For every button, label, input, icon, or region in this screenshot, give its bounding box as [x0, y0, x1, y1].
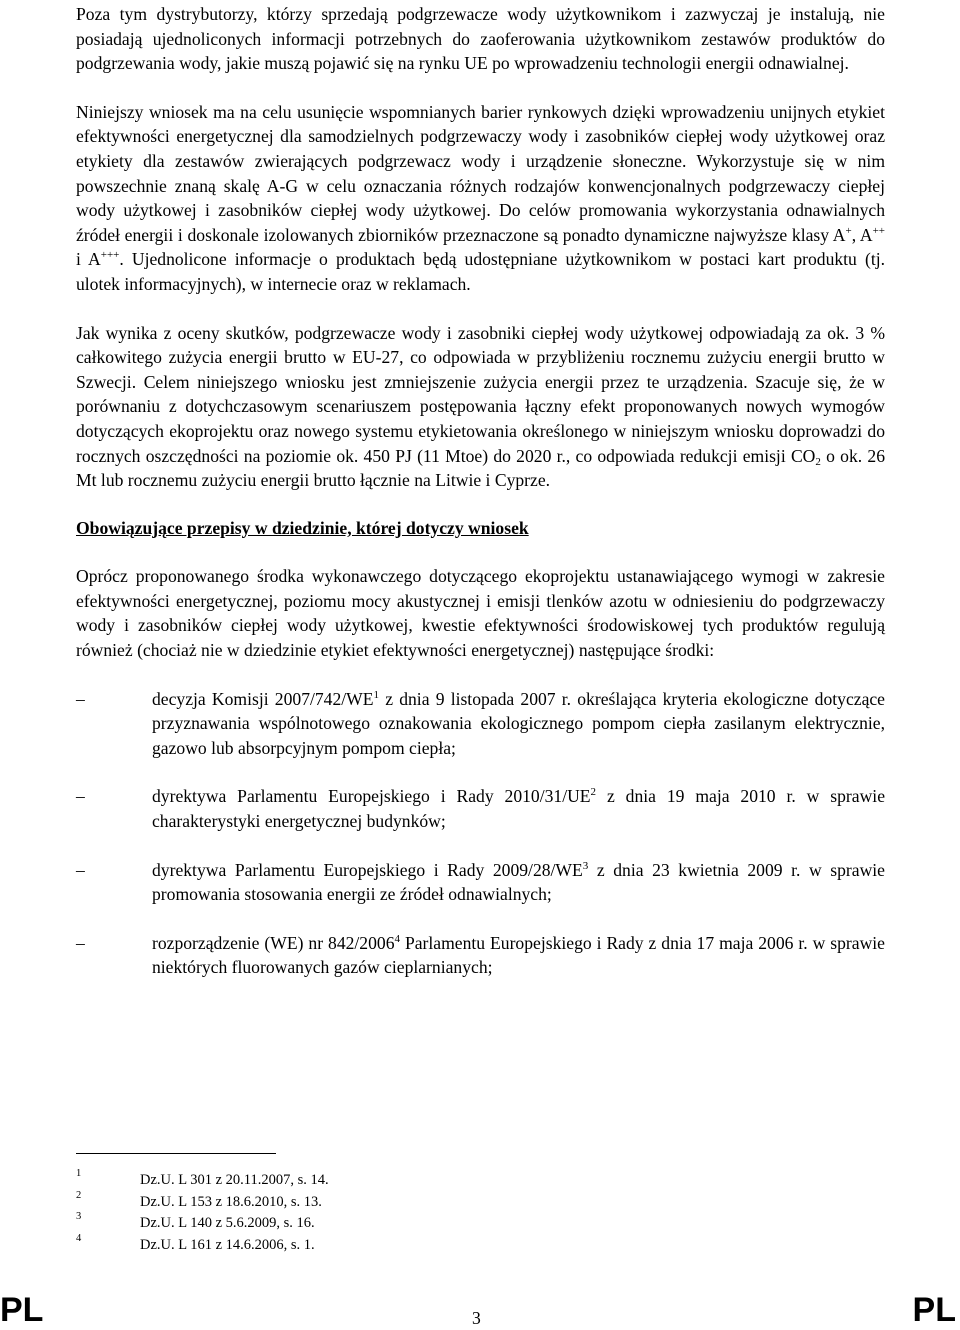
- document-body: [76, 2, 885, 980]
- footnote: 1 Dz.U. L 301 z 20.11.2007, s. 14.: [76, 1170, 676, 1192]
- footnote-number: 1: [76, 1168, 82, 1179]
- list-item: – dyrektywa Parlamentu Europejskiego i Rady $2010/31/UE^2$ z dnia 19 maja 2010 r. w sprawie charakterystyki energetycznej budynków;: [76, 786, 886, 832]
- measures-list: [76, 687, 885, 980]
- dash-bullet: –: [76, 932, 85, 953]
- language-code-right: PL: [912, 1291, 956, 1329]
- footnote: 4 Dz.U. L 161 z 14.6.2006, s. 1.: [76, 1235, 676, 1257]
- footnote-ref[interactable]: 1: [373, 688, 380, 701]
- dash-bullet: –: [76, 786, 85, 807]
- paragraph-distributors: Poza tym dystrybutorzy, którzy sprzedają podgrzewacze wody użytkownikom i zazwyczaj je instalują, nie posiadają ujednoliconych informacji potrzebnych do zaoferowania użytkownikom zestawów produktów do podgrzewania wody, jakie muszą pojawić się na rynku UE po wprowadzeniu technologii energii odnawialnej.: [76, 4, 885, 74]
- footnote-ref[interactable]: 3: [582, 859, 589, 872]
- footnote-number: 2: [76, 1189, 82, 1201]
- page-number: 3: [472, 1308, 481, 1328]
- section-heading: Obowiązujące przepisy w dziedzinie, której dotyczy wniosek: [76, 517, 529, 538]
- footnote-separator: [76, 1153, 276, 1154]
- paragraph-proposal-aim: Niniejszy wniosek ma na celu usunięcie wspomnianych barier rynkowych dzięki wprowadzeniu unijnych etykiet efektywności energetycznej dla samodzielnych podgrzewaczy wody i zasobników ciepłej wody użytkowej oraz etykiety dla zestawów zwierających podgrzewacz wody i urządzenie słoneczne. Wykorzystuje się w nim powszechnie znaną skalę A-G w celu oznaczania różnych rodzajów konwencjonalnych podgrzewaczy ciepłej wody użytkowej i zasobników ciepłej wody użytkowej. Do celów promowania wykorzystania odnawialnych źródeł energii i doskonale izolowanych zbiorników przeznaczone są ponadto dynamiczne najwyższe klasy A+, A++ i A+++. Ujednolicone informacje o produktach będą udostępniane użytkownikom w postaci kart produktu (tj. ulotek informacyjnych), w internecie oraz w reklamach.: [76, 101, 885, 294]
- paragraph-intro: Oprócz proponowanego środka wykonawczego dotyczącego ekoprojektu ustanawiającego wymogi w zakresie efektywności energetycznej, poziomu mocy akustycznej i emisji tlenków azotu w odniesieniu do podgrzewaczy wody i zasobników ciepłej wody użytkowej, kwestie efektywności środowiskowej tych produktów regulują również (chociaż nie w dziedzinie etykiet efektywności energetycznej) następujące środki:: [76, 566, 885, 661]
- dash-bullet: –: [76, 859, 85, 880]
- footnote: 3 Dz.U. L 140 z 5.6.2009, s. 16.: [76, 1213, 676, 1235]
- paragraph-impact-assessment: Jak wynika z oceny skutków, podgrzewacze wody i zasobniki ciepłej wody użytkowej odpowiadają za ok. 3 % całkowitego zużycia energii brutto w EU-27, co odpowiada w przybliżeniu rocznemu zużyciu energii brutto w Szwecji. Celem niniejszego wniosku jest zmniejszenie zużycia energii przez te urządzenia. Szacuje się, że w porównaniu z dotychczasowym scenariuszem postępowania łączny efekt proponowanych nowych wymogów dotyczących ekoprojektu oraz nowego systemu etykietowania określonego w niniejszym wniosku doprowadzi do rocznych oszczędności na poziomie ok. 450 PJ (11 Mtoe) do 2020 r., co odpowiada redukcji emisji $CO_2$ o ok. 26 Mt lub rocznemu zużyciu energii brutto łącznie na Litwie i Cyprze.: [76, 322, 886, 491]
- list-item: – decyzja Komisji $2007/742/WE^1$ z dnia 9 listopada 2007 r. określająca kryteria ekologiczne dotyczące przyznawania wspólnotowego oznakowania ekologicznego pompom ciepła zasilanym elektrycznie, gazowo lub absorpcyjnym pompom ciepła;: [76, 688, 885, 758]
- footnote: 2 Dz.U. L 153 z 18.6.2010, s. 13.: [76, 1192, 676, 1214]
- list-item: – rozporządzenie (WE) nr 842/2006$^4$ Parlamentu Europejskiego i Rady z dnia 17 maja 2006 r. w sprawie niektórych fluorowanych gazów cieplarnianych;: [76, 932, 885, 978]
- footnote-number: 4: [76, 1232, 82, 1244]
- language-code-left: PL: [0, 1291, 44, 1329]
- footnote-ref[interactable]: 4: [394, 932, 400, 945]
- footnote-number: 3: [76, 1211, 82, 1222]
- footnote-ref[interactable]: 2: [590, 786, 597, 799]
- footnotes: [76, 1170, 676, 1256]
- dash-bullet: –: [76, 688, 85, 709]
- list-item: – dyrektywa Parlamentu Europejskiego i Rady $2009/28/WE^3$ z dnia 23 kwietnia 2009 r. w sprawie promowania stosowania energii ze źródeł odnawialnych;: [76, 859, 885, 905]
